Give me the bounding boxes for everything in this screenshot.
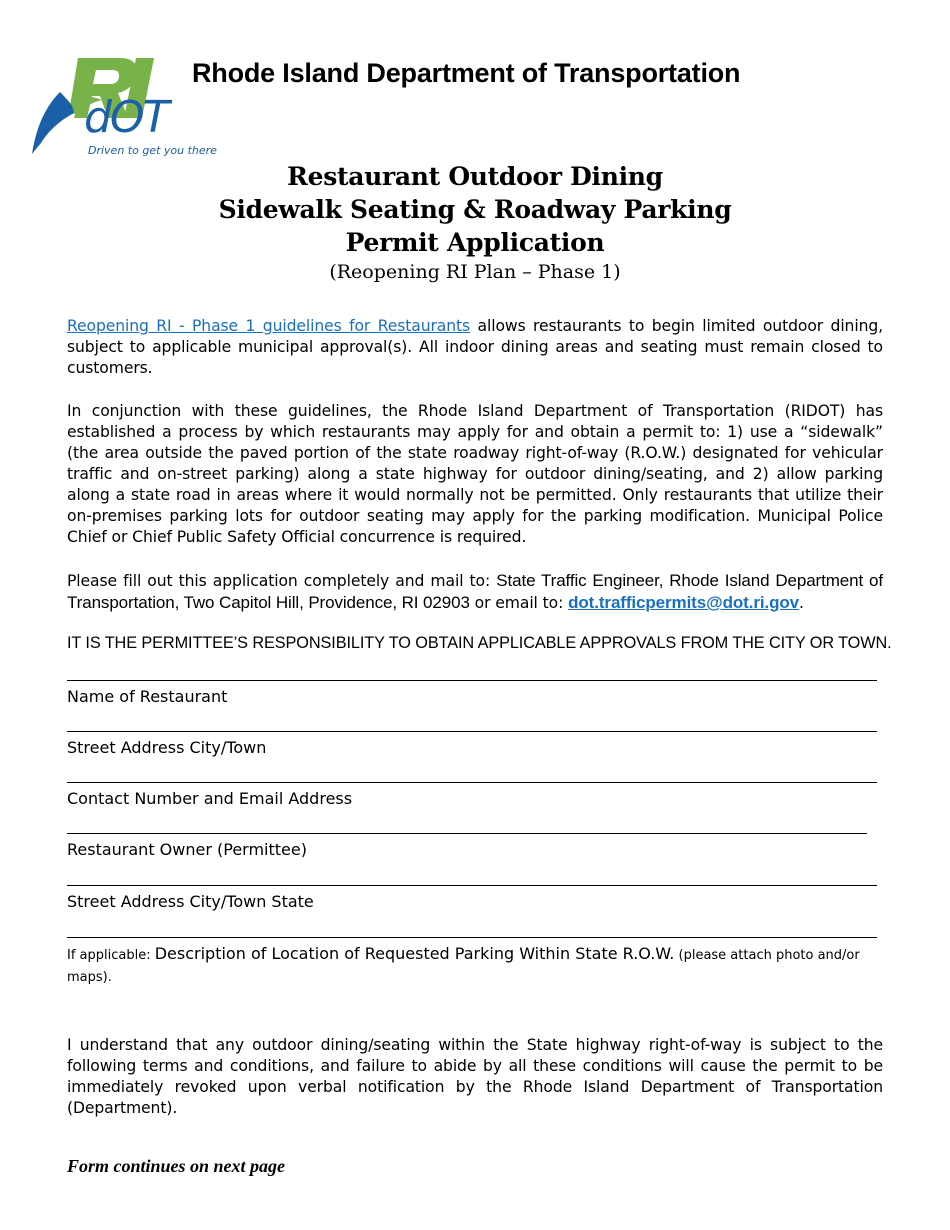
title-line-1: Restaurant Outdoor Dining xyxy=(287,162,663,191)
field-label: Street Address City/Town State xyxy=(67,892,314,911)
field-restaurant-name[interactable] xyxy=(67,680,887,707)
field-label: Contact Number and Email Address xyxy=(67,789,353,808)
entry-line[interactable] xyxy=(67,731,877,732)
mailing-address: State Traffic Engineer, Rhode Island Department of Transportation, Two Capitol Hill, Providence, RI 02903 xyxy=(67,571,883,612)
entry-line[interactable] xyxy=(67,937,877,938)
process-paragraph: In conjunction with these guidelines, the Rhode Island Department of Transportation (RIDOT) has established a process by which restaurants may apply for and obtain a permit to: 1) use a “sidewalk” (the area outside the paved portion of the state roadway right-of-way (R.O.W.) designated for vehicular traffic and on-street parking) along a state highway for outdoor dining/seating, and 2) allow parking along a state road in areas where it would normally not be permitted. Only restaurants that utilize their on-premises parking lots for outdoor seating may apply for the parking modification. Municipal Police Chief or Chief Public Safety Official concurrence is required. xyxy=(67,402,883,546)
footer-note: Form continues on next page xyxy=(67,1156,286,1176)
field-owner[interactable] xyxy=(67,833,887,860)
field-label: Name of Restaurant xyxy=(67,687,228,706)
field-label: If applicable: Description of Location of Requested Parking Within State R.O.W. (please attach photo and/or maps). xyxy=(67,944,860,985)
svg-text:dOT: dOT xyxy=(84,92,168,143)
guidelines-link[interactable]: Reopening RI - Phase 1 guidelines for Restaurants xyxy=(67,317,471,335)
svg-text:Driven to get you there: Driven to get you there xyxy=(88,144,217,157)
entry-line[interactable] xyxy=(67,680,877,681)
field-owner-address[interactable] xyxy=(67,885,887,912)
field-contact[interactable] xyxy=(67,782,887,809)
form-title xyxy=(0,160,950,285)
mail-instructions: Please fill out this application completely and mail to: State Traffic Engineer, Rhode Island Department of Transportation, Two Capitol Hill, Providence, RI 02903 or email to: dot.trafficpermits@dot.ri.gov. xyxy=(67,571,883,612)
title-subtitle: (Reopening RI Plan – Phase 1) xyxy=(329,261,621,283)
intro-paragraph xyxy=(67,316,883,379)
entry-line[interactable] xyxy=(67,885,877,886)
entry-line[interactable] xyxy=(67,833,867,834)
field-label: Restaurant Owner (Permittee) xyxy=(67,840,307,859)
responsibility-notice: IT IS THE PERMITTEE’S RESPONSIBILITY TO OBTAIN APPLICABLE APPROVALS FROM THE CITY OR TOWN. xyxy=(67,634,892,652)
agency-name: Rhode Island Department of Transportation xyxy=(192,58,741,88)
title-line-2: Sidewalk Seating & Roadway Parking xyxy=(218,195,732,224)
title-line-3: Permit Application xyxy=(345,228,605,257)
intro-text: allows restaurants to begin limited outdoor dining, subject to applicable municipal approval(s). All indoor dining areas and seating must remain closed to customers. xyxy=(67,317,884,377)
field-label: Street Address City/Town xyxy=(67,738,267,757)
entry-line[interactable] xyxy=(67,782,877,783)
field-street-address[interactable] xyxy=(67,731,887,758)
field-parking-description[interactable] xyxy=(67,937,887,988)
email-link[interactable]: dot.trafficpermits@dot.ri.gov xyxy=(568,593,800,612)
terms-paragraph: I understand that any outdoor dining/seating within the State highway right-of-way is subject to the following terms and conditions, and failure to abide by all these conditions will cause the permit to be immediately revoked upon verbal notification by the Rhode Island Department of Transportation (Department). xyxy=(67,1036,883,1117)
